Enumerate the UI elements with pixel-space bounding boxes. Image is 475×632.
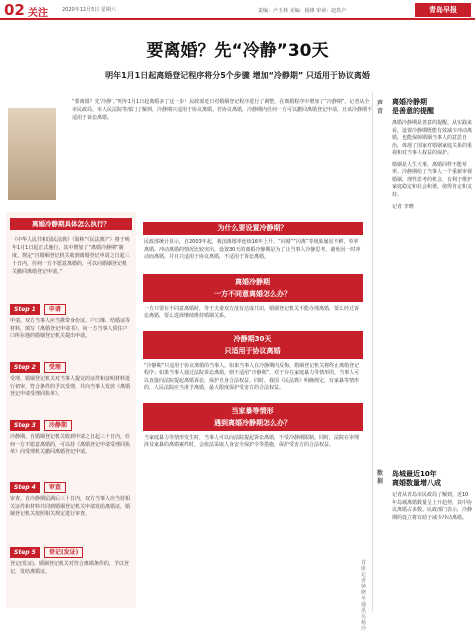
- editor-credits: 责编：卢玉林 美编：杨锋 审读：赵玖卢: [258, 8, 347, 14]
- step-tag: Step 1: [10, 304, 40, 315]
- step-name: 受理: [44, 362, 66, 373]
- step-1: [10, 304, 132, 341]
- step-tag: Step 4: [10, 482, 40, 493]
- section-body: 一方只要在不同意离婚时，等于夫妻双方没有达成共识，婚姻登记机关不能办理离婚，要么经过诉讼离婚，要么选择继续维持婚姻关系。: [144, 305, 360, 319]
- opinion-author: 记者 李晓: [392, 204, 414, 210]
- couple-photo: [8, 108, 56, 200]
- step-body: 申请。双方当事人应当携带身份证、户口簿、结婚证等材料，填写《离婚登记申请书》，向一方当事人常住户口所在地的婚姻登记机关提出申请。: [10, 318, 131, 339]
- step-name: 申请: [44, 304, 66, 315]
- sidebar-title: 离婚冷静期具体怎么执行？: [10, 218, 132, 230]
- column-divider: [372, 92, 373, 612]
- data-box-label: 数据: [377, 470, 384, 485]
- step-3: [10, 420, 132, 457]
- step-body: 冷静期。自婚姻登记机关收到申请之日起三十日内，任何一方不愿意离婚的，可以持《离婚登记申请受理回执单》向受理机关撤回离婚登记申请。: [10, 434, 131, 455]
- byline: 首席记者 钟晓冬 通讯员 杨玲: [361, 560, 367, 632]
- step-4: [10, 482, 132, 519]
- lead-paragraph: “要离婚？先‘冷静’。”明年1月1日起离婚多了这一步！民政部近日对婚姻登记程序进行了调整，在离婚程序中增加了“冷静期”。记者从全市民政局、市人民法院等部门了解到，冷静期只适用于协议离婚。若协议离婚，冷静期内任何一方可以撤回离婚登记申请，且该冷静期不适用于诉讼离婚。: [72, 99, 373, 121]
- step-body: 审查。自冷静期届满后三十日内，双方当事人应当持相关证件和材料共同到婚姻登记机关申请发给离婚证，婚姻登记机关按照相关规定进行审查。: [10, 496, 131, 517]
- headline: 要离婚？先“冷静”30天: [146, 41, 329, 61]
- section-name: 关注: [28, 8, 48, 19]
- step-tag: Step 2: [10, 362, 40, 373]
- step-body: 登记(发证)。婚姻登记机关对符合离婚条件的，予以登记，发给离婚证。: [10, 561, 129, 575]
- main-column: [140, 222, 365, 454]
- section-body: 民政部统计显示，自2003年起，我国离婚率连续16年上升。“闪婚”“闪离”等现象屡见不鲜，草率离婚、冲动离婚的情况比较突出。设置30天的离婚冷静期是为了让当事人冷静思考，避免因一时冲动而离婚，并且只适用于协议离婚，不适用于诉讼离婚。: [144, 239, 361, 260]
- opinion-paragraph: 婚姻是人生大事，离婚同样不能草率。冷静期给了当事人一个重新审视婚姻、理性思考的机会，有利于维护家庭稳定和社会和谐，值得肯定和支持。: [392, 161, 473, 198]
- sidebar-intro: 《中华人民共和国民法典》（简称“《民法典》”）将于明年1月1日起正式施行，其中增加了“离婚冷静期”制度。规定“自婚姻登记机关收到离婚登记申请之日起三十日内，任何一方不愿意离婚的，可以向婚姻登记机关撤回离婚登记申请。”: [12, 237, 130, 275]
- section-title: 当家暴等情形 遇到离婚冷静期怎么办？: [143, 403, 363, 431]
- newspaper-logo: 青岛早报: [415, 3, 471, 17]
- steps-sidebar: [6, 212, 136, 608]
- step-body: 受理。婚姻登记机关对当事人提交的证件和证明材料进行初审，符合条件的予以受理，并向当事人发放《离婚登记申请受理回执单》。: [10, 376, 131, 397]
- data-box-body: 记者从青岛市民政局了解到，近10年岛城离婚数量呈上升趋势，其中协议离婚占多数。民政部门表示，冷静期的设立将有助于减少冲动离婚。: [392, 492, 473, 521]
- column-label: 声音: [377, 100, 384, 115]
- step-name: 登记(发证): [44, 547, 84, 558]
- step-tag: Step 5: [10, 547, 40, 558]
- section-title: 冷静期30天 只适用于协议离婚: [143, 331, 363, 359]
- subheadline: 明年1月1日起离婚登记程序将分5个步骤 增加“冷静期” 只适用于协议离婚: [105, 71, 370, 80]
- opinion-column: [392, 98, 472, 210]
- issue-date: 2020年12月5日 星期六: [62, 7, 116, 13]
- data-box: [392, 470, 472, 522]
- opinion-title: 离婚冷静期 是善意的提醒: [392, 98, 434, 115]
- opinion-paragraph: 离婚冷静期是善意的提醒。从实践来看，设置冷静期既能有效减少冲动离婚，也能保障婚姻当事人的意思自治，体现了国家对婚姻家庭关系的重视和对当事人权益的保护。: [392, 120, 473, 156]
- section-body: 当家庭暴力等情形发生时，当事人可以向法院提起诉讼离婚，不受冷静期限制。同时，法院在审理涉及家暴的离婚案件时，会依法采取人身安全保护令等措施，保护受害方的合法权益。: [144, 434, 360, 448]
- step-5: [10, 547, 132, 576]
- section-title: 离婚冷静期 一方不同意离婚怎么办？: [143, 274, 363, 302]
- data-box-title: 岛城最近10年 离婚数量增八成: [392, 470, 441, 487]
- section-title: 为什么要设置冷静期？: [143, 222, 363, 235]
- step-name: 冷静期: [44, 420, 72, 431]
- step-name: 审查: [44, 482, 66, 493]
- step-tag: Step 3: [10, 420, 40, 431]
- step-2: [10, 362, 132, 399]
- section-body: “冷静期”只适用于协议离婚的当事人。如果当事人在冷静期内反悔，婚姻登记机关将终止离婚登记程序；如果当事人通过法院诉讼离婚，则不适用“冷静期”。对于存在家庭暴力等情形的，当事人可以直接向法院提起离婚诉讼，保护自身合法权益。同时，我国《民法典》明确规定，有家暴等情形的，人民法院应当准予离婚，最大限度保护受害方的合法权益。: [144, 362, 360, 391]
- page-header: [0, 0, 475, 20]
- page-number: 02: [4, 1, 25, 19]
